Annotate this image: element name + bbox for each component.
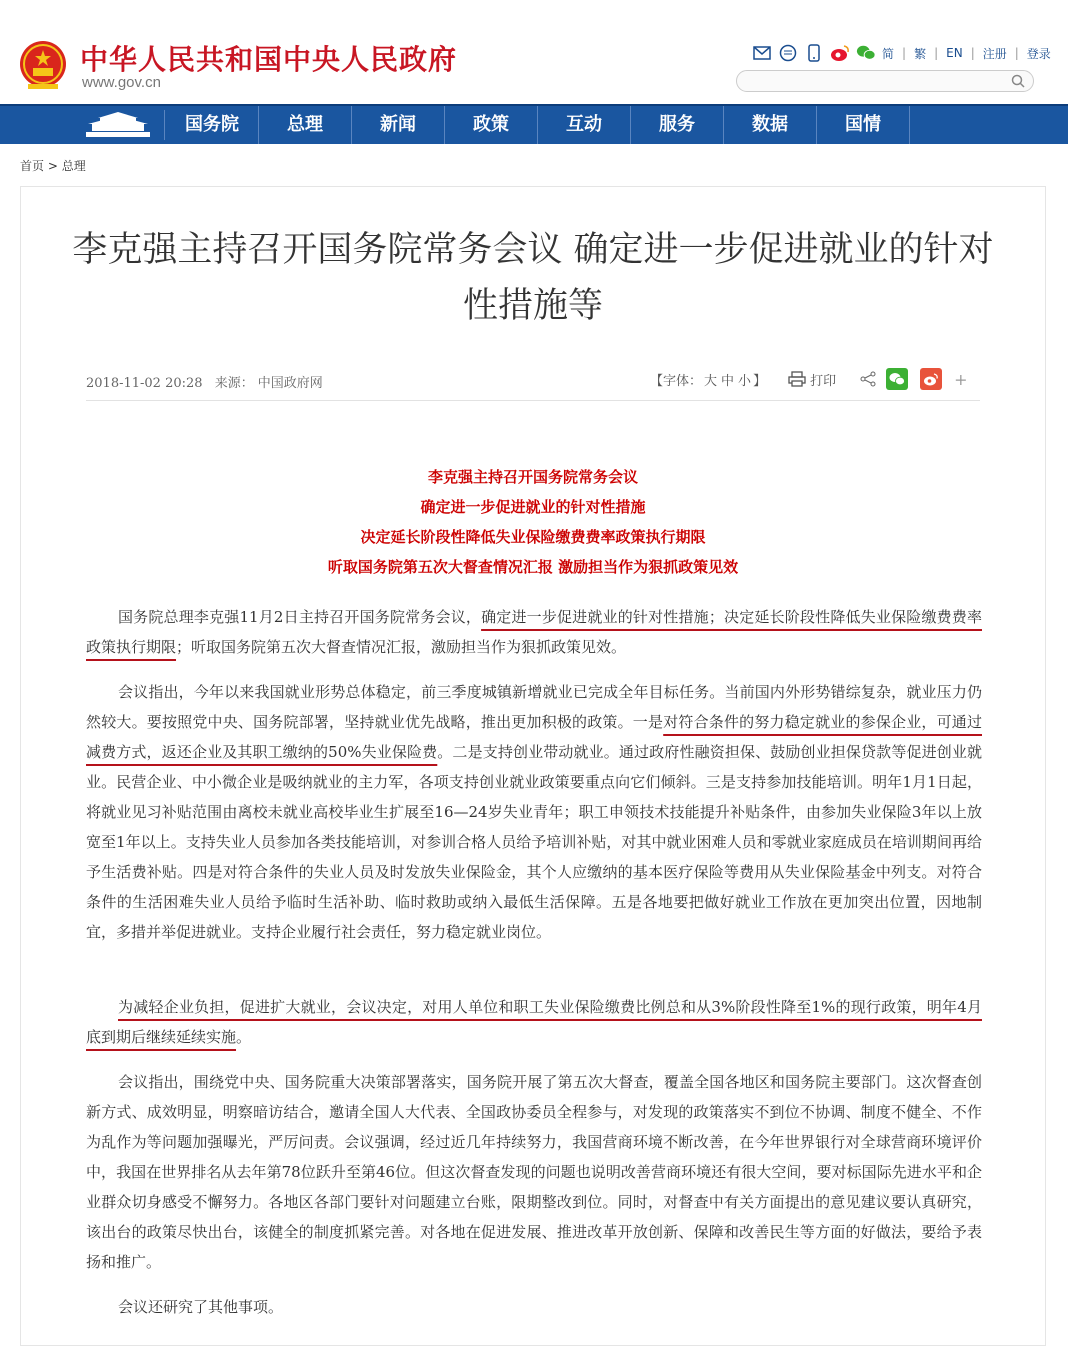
paragraph-text: 会议指出，今年以来我国就业形势总体稳定，前三季度城镇新增就业已完成全年目标任务。当前国内外形势错综复杂，就业压力仍然较大。要按照党中央、国务院部署，坚持就业优先战略，推出更加积极的政策。一是 — [86, 683, 982, 731]
paragraph-5: 会议还研究了其他事项。 — [118, 1298, 284, 1316]
weibo-icon[interactable] — [830, 44, 850, 62]
paragraph-1 — [86, 602, 982, 662]
divider: | — [934, 46, 939, 60]
search-icon[interactable] — [1011, 74, 1025, 88]
source-label: 来源： — [214, 376, 254, 391]
highlighted-text: 确定进一步促进就业的针对性措施；决定延长阶段性降低失业保险缴费费率政策执行期限 — [86, 608, 982, 656]
font-size-large[interactable]: 大 — [704, 373, 718, 389]
paragraph-text: 。 — [236, 1028, 252, 1046]
chat-bubble-icon[interactable] — [778, 44, 798, 62]
paragraph-text: ；听取国务院第五次大督查情况汇报，激励担当作为狠抓政策见效。 — [176, 638, 627, 656]
printer-icon — [788, 371, 806, 387]
wechat-icon[interactable] — [856, 44, 876, 62]
headline-4: 听取国务院第五次大督查情况汇报 激励担当作为狠抓政策见效 — [327, 558, 739, 576]
main-nav — [0, 104, 1068, 144]
lang-english[interactable]: EN — [946, 46, 963, 60]
wechat-icon — [889, 372, 905, 386]
print-label: 打印 — [810, 373, 837, 389]
mobile-icon[interactable] — [804, 44, 824, 62]
more-share-icon[interactable]: + — [954, 369, 968, 389]
nav-item-data[interactable]: 数据 — [724, 106, 817, 144]
nav-item-policy[interactable]: 政策 — [445, 106, 538, 144]
national-emblem-icon[interactable] — [18, 38, 68, 92]
headline-3: 决定延长阶段性降低失业保险缴费费率政策执行期限 — [360, 528, 706, 546]
share-wechat-button[interactable] — [886, 368, 908, 390]
source-name: 中国政府网 — [257, 376, 323, 391]
divider: | — [1014, 46, 1019, 60]
font-size-medium[interactable]: 中 — [721, 373, 735, 389]
login-link[interactable]: 登录 — [1026, 46, 1051, 61]
headline-1: 李克强主持召开国务院常务会议 — [427, 468, 638, 486]
article-title: 李克强主持召开国务院常务会议 确定进一步促进就业的针对性措施等 — [72, 230, 994, 326]
paragraph-text: 国务院总理李克强11月2日主持召开国务院常务会议， — [118, 608, 482, 626]
font-size-label: 【字体： — [650, 373, 703, 389]
divider: | — [970, 46, 975, 60]
breadcrumb-home[interactable]: 首页 — [20, 159, 45, 173]
breadcrumb — [20, 157, 86, 174]
lang-traditional[interactable]: 繁 — [914, 46, 927, 61]
divider: | — [902, 46, 907, 60]
font-size-control — [650, 370, 766, 389]
header-toolbar — [752, 44, 1051, 62]
breadcrumb-separator: > — [47, 159, 58, 173]
paragraph-text: 。二是支持创业带动就业。通过政府性融资担保、鼓励创业担保贷款等促进创业就业。民营企业、中小微企业是吸纳就业的主力军，各项支持创业就业政策要重点向它们倾斜。三是支持参加技能培训。明年1月1日起，将就业见习补贴范围由离校未就业高校毕业生扩展至16—24岁失业青年；职工申领技术技能提升补贴条件，由参加失业保险3年以上放宽至1年以上。支持失业人员参加各类技能培训，对参训合格人员给予培训补贴，对其中就业困难人员和零就业家庭成员在培训期间再给予生活费补贴。四是对符合条件的失业人员及时发放失业保险金，其个人应缴纳的基本医疗保险等费用从失业保险基金中列支。对符合条件的生活困难失业人员给予临时生活补助、临时救助或纳入最低生活保障。五是各地要把做好就业工作放在更加突出位置，因地制宜，多措并举促进就业。支持企业履行社会责任，努力稳定就业岗位。 — [86, 743, 982, 941]
search-box — [736, 70, 1034, 92]
paragraph-2 — [86, 677, 982, 947]
share-weibo-button[interactable] — [920, 368, 942, 390]
site-title[interactable]: 中华人民共和国中央人民政府 — [80, 43, 458, 76]
share-icon[interactable] — [860, 371, 876, 387]
font-size-small[interactable]: 小 — [738, 373, 752, 389]
headline-2: 确定进一步促进就业的针对性措施 — [420, 498, 646, 516]
weibo-icon — [923, 372, 939, 386]
paragraph-3 — [86, 992, 982, 1052]
nav-item-services[interactable]: 服务 — [631, 106, 724, 144]
publish-date: 2018-11-02 20:28 — [86, 376, 203, 391]
article-meta — [86, 372, 331, 391]
mail-icon[interactable] — [752, 44, 772, 62]
highlighted-text: 为减轻企业负担，促进扩大就业，会议决定，对用人单位和职工失业保险缴费比例总和从3%阶段性降至1%的现行政策，明年4月底到期后继续延续实施 — [86, 998, 982, 1046]
breadcrumb-current[interactable]: 总理 — [61, 159, 86, 173]
search-input[interactable] — [747, 72, 1011, 92]
site-header — [0, 0, 1068, 104]
font-size-close: 】 — [753, 373, 767, 389]
nav-item-national-info[interactable]: 国情 — [817, 106, 910, 144]
article-tools — [650, 368, 968, 390]
highlighted-text: 对符合条件的努力稳定就业的参保企业，可通过减费方式，返还企业及其职工缴纳的50%失业保险费 — [86, 713, 982, 761]
meta-divider — [86, 400, 980, 401]
nav-item-premier[interactable]: 总理 — [259, 106, 352, 144]
nav-item-state-council[interactable]: 国务院 — [166, 106, 259, 144]
tiananmen-logo-icon[interactable] — [72, 110, 165, 140]
register-link[interactable]: 注册 — [982, 46, 1007, 61]
nav-item-news[interactable]: 新闻 — [352, 106, 445, 144]
nav-item-interaction[interactable]: 互动 — [538, 106, 631, 144]
lang-simplified[interactable]: 简 — [882, 46, 895, 61]
paragraph-4: 会议指出，围绕党中央、国务院重大决策部署落实，国务院开展了第五次大督查，覆盖全国各地区和国务院主要部门。这次督查创新方式、成效明显，明察暗访结合，邀请全国人大代表、全国政协委员全程参与，对发现的政策落实不到位不协调、制度不健全、不作为乱作为等问题加强曝光，严厉问责。会议强调，经过近几年持续努力，我国营商环境不断改善，在今年世界银行对全球营商环境评价中，我国在世界排名从去年第78位跃升至第46位。但这次督查发现的问题也说明改善营商环境还有很大空间，要对标国际先进水平和企业群众切身感受不懈努力。各地区各部门要针对问题建立台账，限期整改到位。同时，对督查中有关方面提出的意见建议要认真研究，该出台的政策尽快出台，该健全的制度抓紧完善。对各地在促进发展、推进改革开放创新、保障和改善民生等方面的好做法，要给予表扬和推广。 — [86, 1073, 982, 1271]
print-button[interactable] — [788, 370, 836, 389]
site-url[interactable]: www.gov.cn — [82, 74, 161, 91]
